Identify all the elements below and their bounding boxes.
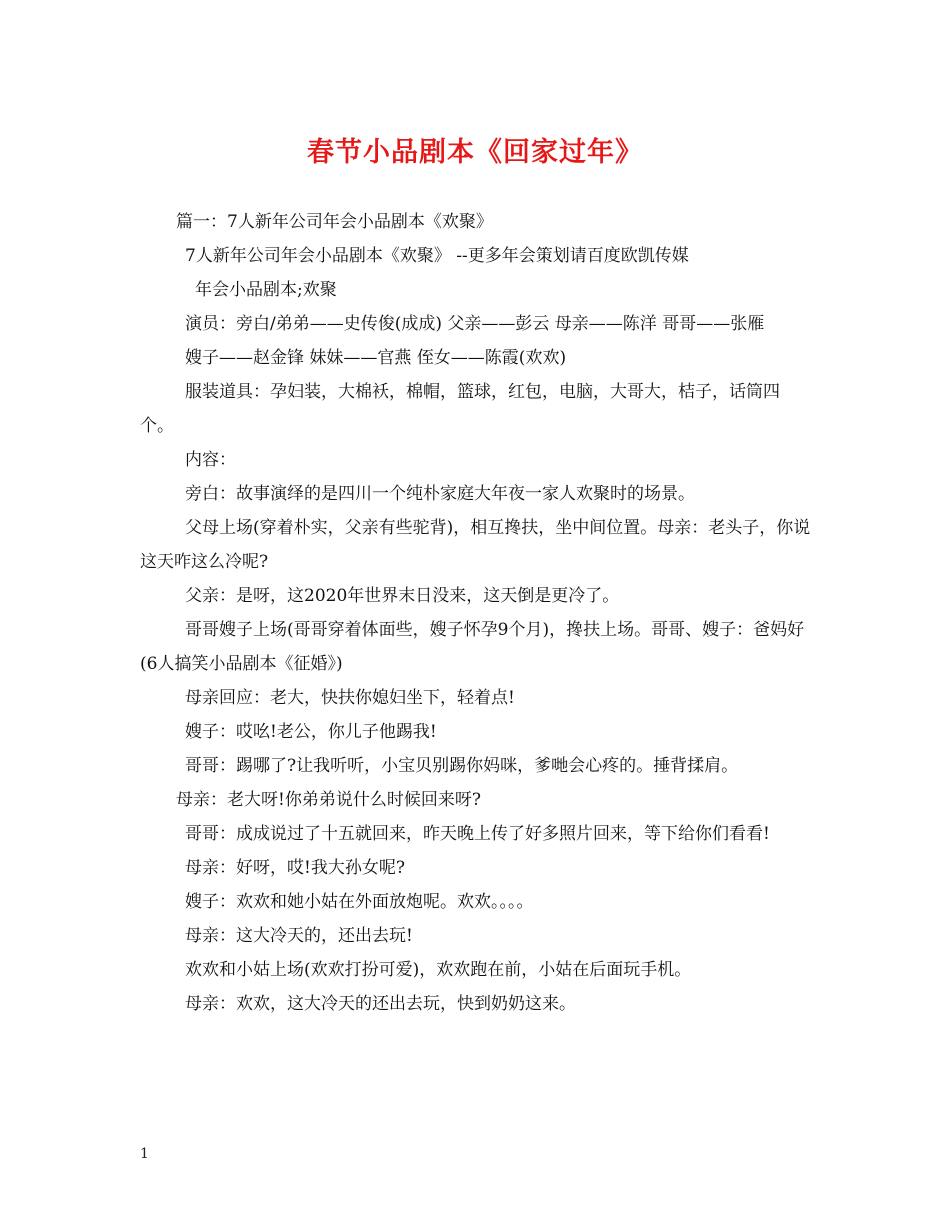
paragraph-cast: 演员：旁白/弟弟——史传俊(成成) 父亲——彭云 母亲——陈洋 哥哥——张雁 [185,314,765,334]
document-title: 春节小品剧本《回家过年》 [307,137,643,168]
paragraph-dialogue: 父母上场(穿着朴实，父亲有些驼背)，相互搀扶，坐中间位置。母亲：老头子，你说这天咋这么冷呢? [140,518,811,572]
paragraph-dialogue: 哥哥嫂子上场(哥哥穿着体面些，嫂子怀孕9个月)，搀扶上场。哥哥、嫂子：爸妈好(6人搞笑小品剧本《征婚》) [140,620,805,674]
paragraph-dialogue: 父亲：是呀，这2020年世界末日没来，这天倒是更冷了。 [185,586,620,606]
page-number: 1 [140,1146,149,1162]
paragraph-narration: 旁白：故事演绎的是四川一个纯朴家庭大年夜一家人欢聚时的场景。 [185,484,695,504]
document-body [140,205,812,1021]
paragraph-dialogue: 嫂子：欢欢和她小姑在外面放炮呢。欢欢。。。。 [185,892,534,912]
paragraph-cast-continued: 嫂子——赵金锋 妹妹——官燕 侄女——陈霞(欢欢) [185,348,567,368]
paragraph-dialogue: 嫂子：哎吆!老公，你儿子他踢我! [185,722,437,742]
paragraph-keywords: 年会小品剧本;欢聚 [195,280,337,300]
paragraph-props: 服装道具：孕妇装，大棉袄，棉帽，篮球，红包，电脑，大哥大，桔子，话筒四个。 [140,382,780,436]
paragraph-dialogue: 哥哥：踢哪了?让我听听，小宝贝别踢你妈咪，爹哋会心疼的。捶背揉肩。 [185,756,739,776]
paragraph-section-heading: 篇一：7人新年公司年会小品剧本《欢聚》 [176,212,493,232]
paragraph-content-label: 内容： [185,450,236,470]
paragraph-dialogue: 哥哥：成成说过了十五就回来，昨天晚上传了好多照片回来，等下给你们看看! [185,824,770,844]
paragraph-subtitle: 7人新年公司年会小品剧本《欢聚》 --更多年会策划请百度欧凯传媒 [185,246,689,266]
paragraph-dialogue: 母亲：好呀，哎!我大孙女呢? [185,858,405,878]
paragraph-dialogue: 母亲：这大冷天的，还出去玩! [185,926,413,946]
paragraph-dialogue: 母亲回应：老大，快扶你媳妇坐下，轻着点! [185,688,515,708]
paragraph-dialogue: 母亲：欢欢，这大冷天的还出去玩，快到奶奶这来。 [185,994,576,1014]
paragraph-stage-direction: 欢欢和小姑上场(欢欢打扮可爱)，欢欢跑在前，小姑在后面玩手机。 [185,960,692,980]
paragraph-dialogue: 母亲：老大呀!你弟弟说什么时候回来呀? [176,790,481,810]
